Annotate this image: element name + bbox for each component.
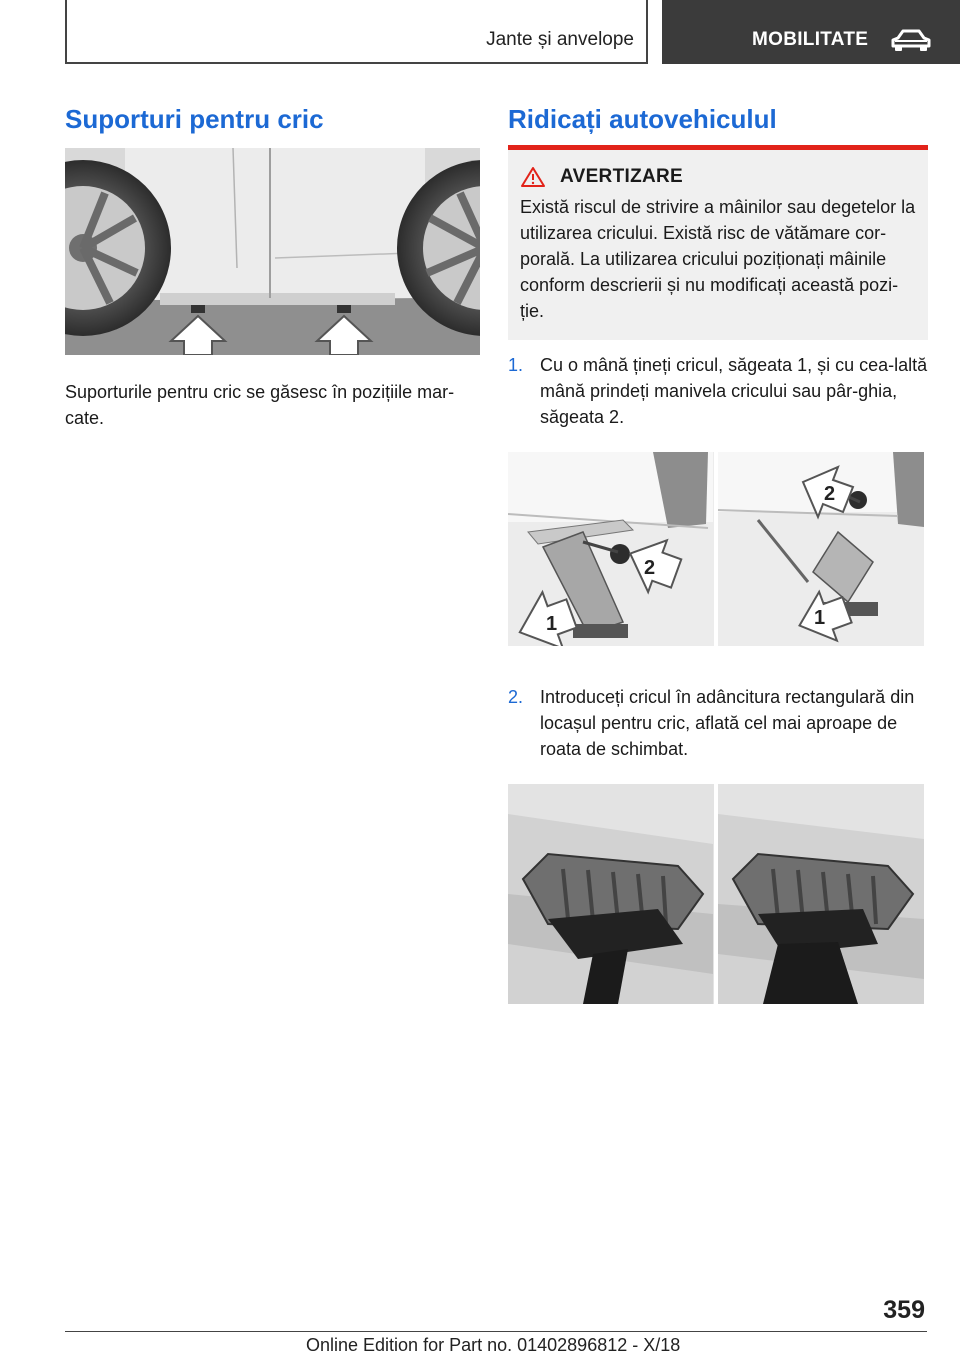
right-column <box>508 100 928 1004</box>
chapter-label: MOBILITATE <box>752 29 869 50</box>
warning-box <box>508 145 928 340</box>
step-text: Introduceți cricul în adâncitura rectangulară din locașul pentru cric, aflată cel mai aproape de roata de schimbat. <box>540 687 915 759</box>
footer-edition: Online Edition for Part no. 01402896812 - X/18 <box>306 1335 681 1355</box>
chapter-tab[interactable] <box>662 0 960 64</box>
page-number: 359 <box>883 1296 925 1324</box>
arrow-label: 1 <box>814 607 826 629</box>
steps-list-1 <box>508 352 928 430</box>
car-icon <box>889 26 933 54</box>
warning-triangle-icon <box>520 166 546 188</box>
jack-points-title: Suporturi pentru cric <box>65 104 324 134</box>
lift-vehicle-title: Ridicați autovehiculul <box>508 104 777 134</box>
car-side-drawing <box>65 148 480 355</box>
arrow-label: 1 <box>546 613 558 635</box>
jack-seat-drawing <box>508 784 924 1004</box>
step-text: Cu o mână țineți cricul, săgeata 1, și cu cea-laltă mână prindeți manivela cricului sau pâr-ghia, săgeata 2. <box>540 355 928 427</box>
jack-seat-illustration <box>508 784 924 1004</box>
footer-divider <box>65 1331 927 1332</box>
jack-handling-drawing <box>508 452 924 646</box>
list-item <box>508 684 928 762</box>
jack-handling-illustration <box>508 452 924 646</box>
step-number: 2. <box>508 687 524 707</box>
steps-list-2 <box>508 684 928 762</box>
arrow-label: 2 <box>644 557 656 579</box>
section-title: Jante și anvelope <box>486 29 634 50</box>
header-section-box <box>65 0 648 64</box>
warning-text: Există riscul de strivire a mâinilor sau degetelor la utilizarea cricului. Există risc de vătămare cor-porală. La utilizarea cricului poziționați mâinile conform descrierii și nu modificați această pozi-ție. <box>520 197 916 321</box>
jack-points-illustration <box>65 148 480 355</box>
step-number: 1. <box>508 355 524 375</box>
warning-title: AVERTIZARE <box>560 166 683 187</box>
jack-points-caption: Suporturile pentru cric se găsesc în pozițiile mar-cate. <box>65 382 455 428</box>
list-item <box>508 352 928 430</box>
arrow-label: 2 <box>824 483 836 505</box>
left-column <box>65 100 480 431</box>
